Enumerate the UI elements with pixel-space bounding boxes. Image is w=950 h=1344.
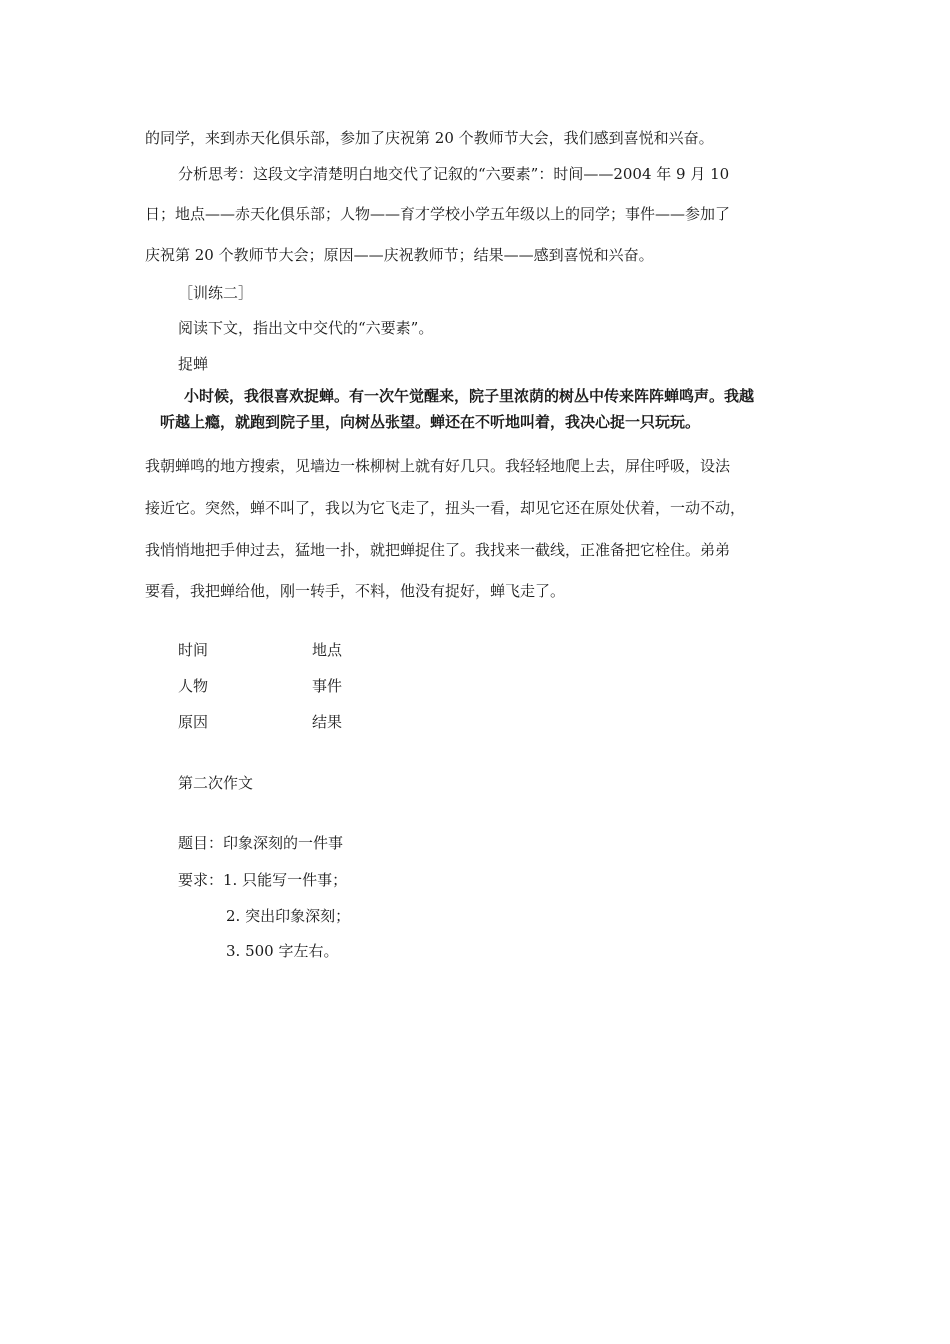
analysis-line-3: 庆祝第 20 个教师节大会；原因——庆祝教师节；结果——感到喜悦和兴奋。 <box>145 246 654 264</box>
element-result-label: 结果 <box>312 713 343 731</box>
story-bold-line-1: 小时候，我很喜欢捉蝉。有一次午觉醒来，院子里浓荫的树丛中传来阵阵蝉鸣声。我越 <box>184 387 755 405</box>
intro-line: 的同学，来到赤天化俱乐部，参加了庆祝第 20 个教师节大会，我们感到喜悦和兴奋。 <box>145 129 714 147</box>
essay-topic: 题目：印象深刻的一件事 <box>178 834 344 852</box>
story-line-4: 要看，我把蝉给他，刚一转手，不料，他没有捉好，蝉飞走了。 <box>145 582 566 600</box>
analysis-line-1: 分析思考：这段文字清楚明白地交代了记叙的“六要素”：时间——2004 年 9 月 10 <box>178 165 730 183</box>
element-time-label: 时间 <box>178 641 209 659</box>
story-line-1: 我朝蝉鸣的地方搜索，见墙边一株柳树上就有好几只。我轻轻地爬上去，屏住呼吸，设法 <box>145 457 731 475</box>
essay-heading: 第二次作文 <box>178 774 254 792</box>
essay-requirement-2: 2. 突出印象深刻； <box>226 907 351 925</box>
story-bold-paragraph <box>160 383 820 435</box>
element-people-label: 人物 <box>178 677 209 695</box>
element-event-label: 事件 <box>312 677 343 695</box>
training-heading: ［训练二］ <box>178 284 254 302</box>
story-line-3: 我悄悄地把手伸过去，猛地一扑，就把蝉捉住了。我找来一截线，正准备把它栓住。弟弟 <box>145 541 731 559</box>
element-cause-label: 原因 <box>178 713 209 731</box>
essay-requirement-3: 3. 500 字左右。 <box>226 942 339 960</box>
training-instruction: 阅读下文，指出文中交代的“六要素”。 <box>178 319 434 337</box>
story-line-2: 接近它。突然，蝉不叫了，我以为它飞走了，扭头一看，却见它还在原处伏着，一动不动， <box>145 499 746 517</box>
story-title: 捉蝉 <box>178 355 209 373</box>
essay-requirement-1: 要求：1. 只能写一件事； <box>178 871 348 889</box>
analysis-line-2: 日；地点——赤天化俱乐部；人物——育才学校小学五年级以上的同学；事件——参加了 <box>145 205 731 223</box>
element-place-label: 地点 <box>312 641 343 659</box>
story-bold-line-2: 听越上瘾，就跑到院子里，向树丛张望。蝉还在不听地叫着，我决心捉一只玩玩。 <box>160 413 701 431</box>
